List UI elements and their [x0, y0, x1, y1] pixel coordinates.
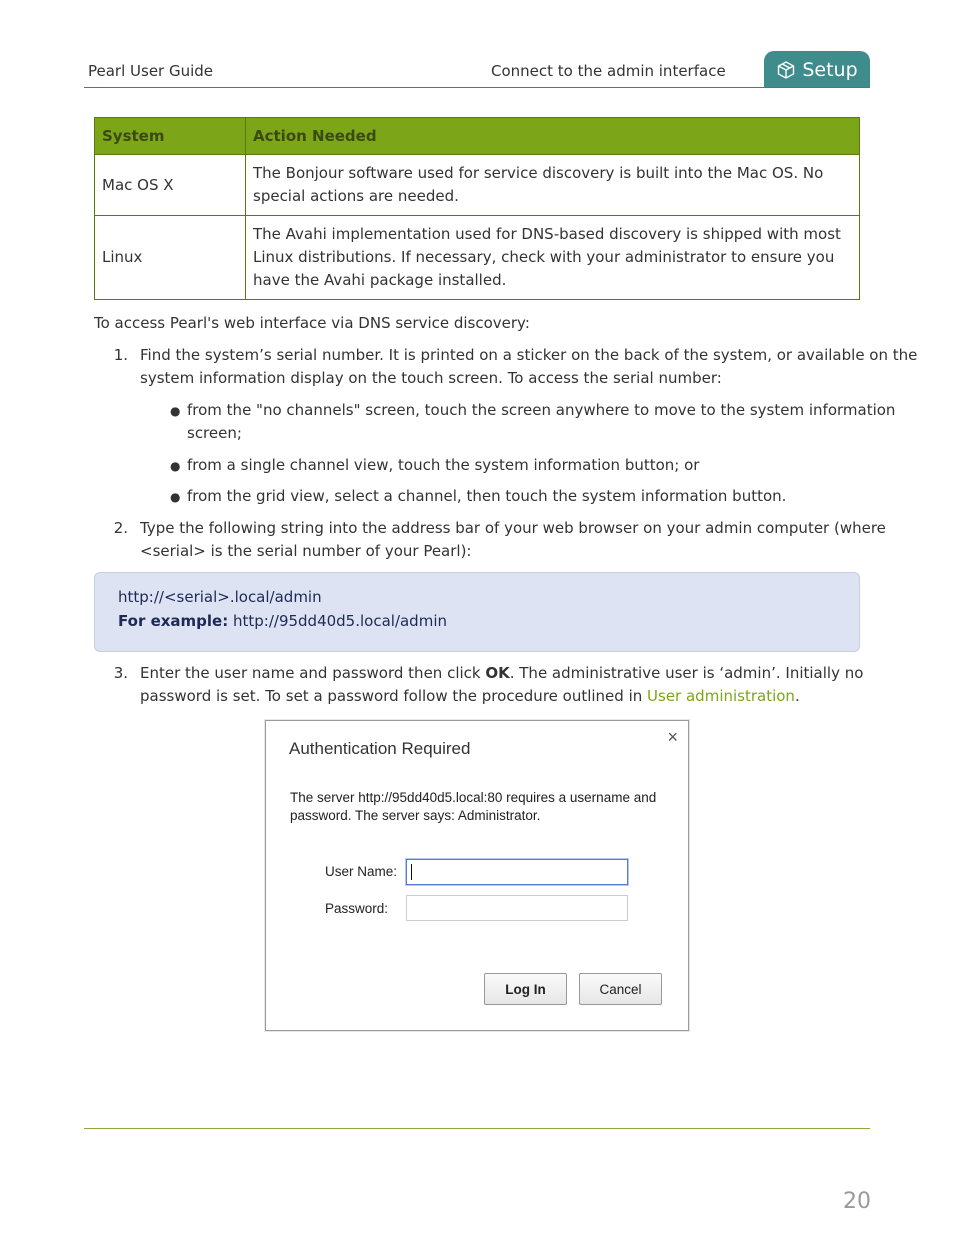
- table-cell-action: The Bonjour software used for service discovery is built into the Mac OS. No special actions are needed.: [246, 155, 860, 216]
- cube-icon: [776, 60, 796, 80]
- bullet-3: from the grid view, select a channel, then touch the system information button.: [187, 487, 787, 505]
- footer-divider: [84, 1128, 870, 1129]
- step-1-line-2: system information display on the touch screen. To access the serial number:: [140, 369, 722, 387]
- username-input[interactable]: [406, 859, 628, 885]
- step-3-number: 3.: [113, 664, 128, 682]
- intro-text: To access Pearl's web interface via DNS service discovery:: [94, 314, 530, 332]
- step-3-line-1: [140, 662, 863, 685]
- step-3-text-c: password is set. To set a password follow the procedure outlined in: [140, 687, 648, 705]
- url-code-box: [94, 572, 860, 652]
- bullet-1-line-1: from the "no channels" screen, touch the screen anywhere to move to the system information: [187, 401, 896, 419]
- table-row: [95, 216, 860, 300]
- step-1-number: 1.: [113, 346, 128, 364]
- bullet-icon: ●: [170, 459, 181, 473]
- step-1-line-1: Find the system’s serial number. It is printed on a sticker on the back of the system, or available on the: [140, 346, 918, 364]
- bullet-icon: ●: [170, 404, 181, 418]
- text-caret: [411, 864, 412, 880]
- page-number: 20: [843, 1189, 871, 1214]
- setup-tab: [764, 51, 870, 88]
- cancel-button[interactable]: Cancel: [579, 973, 662, 1005]
- table-cell-system: Mac OS X: [95, 155, 246, 216]
- dialog-title: Authentication Required: [289, 739, 471, 758]
- step-2-line-2: <serial> is the serial number of your Pearl):: [140, 542, 472, 560]
- bullet-2: from a single channel view, touch the system information button; or: [187, 456, 700, 474]
- ok-keyword: OK: [485, 664, 510, 682]
- step-3-text-b: . The administrative user is ‘admin’. Initially no: [509, 664, 864, 682]
- auth-dialog: [265, 720, 689, 1031]
- password-label: Password:: [325, 901, 389, 916]
- step-2-number: 2.: [113, 519, 128, 537]
- example-label: For example:: [118, 612, 229, 630]
- close-icon[interactable]: ×: [667, 727, 678, 747]
- admin-url: http://<serial>.local/admin: [118, 588, 322, 606]
- step-3-text-d: .: [794, 687, 800, 705]
- table-header-system: System: [95, 118, 246, 155]
- step-3-line-2: [140, 685, 800, 708]
- doc-title: Pearl User Guide: [88, 62, 214, 80]
- system-table: [94, 117, 860, 300]
- header-divider: [84, 87, 870, 88]
- dialog-message: The server http://95dd40d5.local:80 requires a username and password. The server says: Administrator.: [290, 790, 657, 823]
- table-header-action: Action Needed: [246, 118, 860, 155]
- example-line: [118, 612, 447, 630]
- username-label: User Name:: [325, 864, 398, 879]
- example-url: http://95dd40d5.local/admin: [228, 612, 447, 630]
- setup-tab-label: Setup: [802, 58, 858, 81]
- bullet-icon: ●: [170, 490, 181, 504]
- table-cell-system: Linux: [95, 216, 246, 300]
- table-cell-action: The Avahi implementation used for DNS-based discovery is shipped with most Linux distributions. If necessary, check with your administrator to ensure you have the Avahi package installed.: [246, 216, 860, 300]
- table-row: [95, 155, 860, 216]
- bullet-1-line-2: screen;: [187, 424, 242, 442]
- table-header-row: [95, 118, 860, 155]
- step-3-text-a: Enter the user name and password then click: [140, 664, 486, 682]
- step-2-line-1: Type the following string into the address bar of your web browser on your admin computer (where: [140, 519, 886, 537]
- section-title: Connect to the admin interface: [491, 62, 726, 80]
- user-administration-link[interactable]: User administration: [647, 687, 795, 705]
- password-input[interactable]: [406, 895, 628, 921]
- login-button[interactable]: Log In: [484, 973, 567, 1005]
